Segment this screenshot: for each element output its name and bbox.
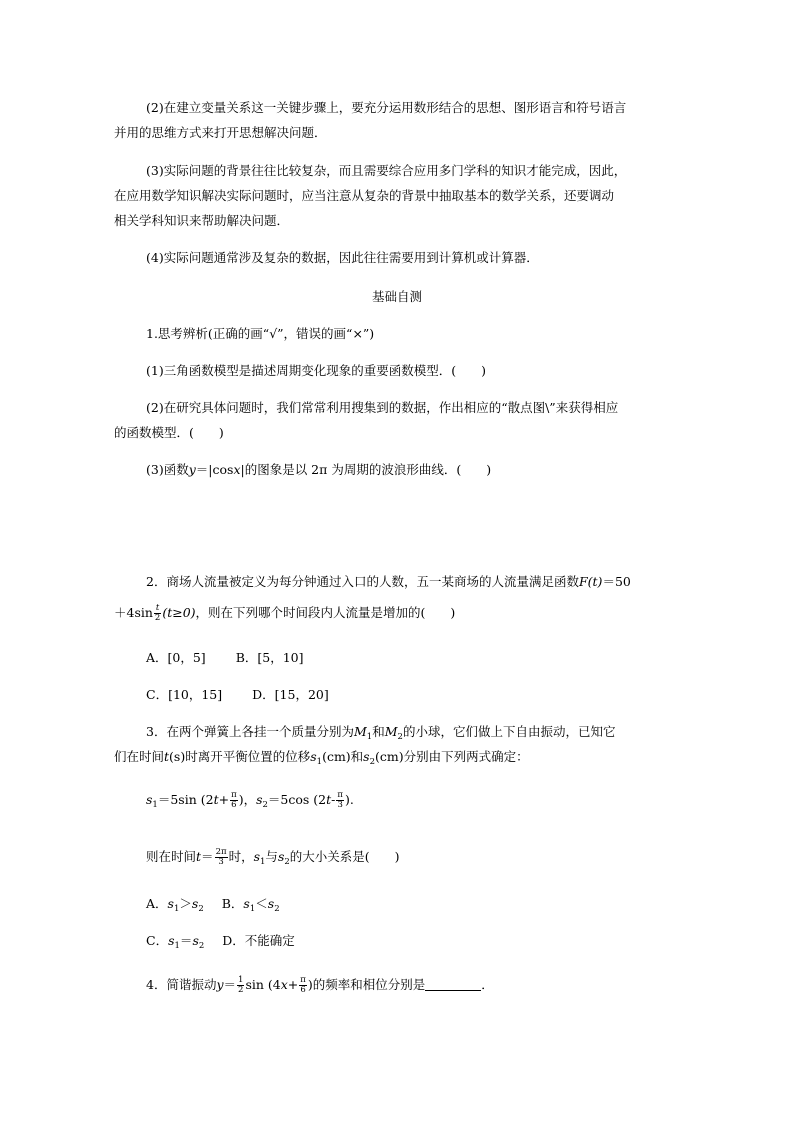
paragraph-4-line-1: (4)实际问题通常涉及复杂的数据，因此往往需要用到计算机或计算器．	[146, 250, 539, 265]
q2-fraction: $\frac{t}{2}$	[154, 603, 161, 623]
q2-option-a: A．[0，5]	[146, 650, 206, 665]
paragraph-3-line-2: 在应用数学知识解决实际问题时，应当注意从复杂的背景中抽取基本的数学关系，还要调动	[114, 188, 615, 203]
q3-fraction-pi-6: $\frac{\pi}{6}$	[231, 790, 237, 810]
q3-options-row-1	[146, 894, 280, 914]
q3-options-row-2	[146, 931, 295, 951]
q3-formulas: $s_1=5\sin$ (2t+ $\frac{\pi}{6}$ )，$s_2=5\cos$ (2t- $\frac{\pi}{3}$ ).	[146, 790, 354, 810]
q2-option-b: B．[5，10]	[235, 650, 304, 665]
q3-option-a: A．$s_1>s_2$	[146, 896, 204, 914]
paragraph-3-line-3: 相关学科知识来帮助解决问题．	[114, 213, 290, 228]
q2-option-c: C．[10，15]	[146, 687, 223, 702]
q4-fraction-pi-6: $\frac{\pi}{6}$	[300, 975, 306, 995]
paragraph-3-line-1: (3)实际问题的背景往往比较复杂，而且需要综合应用多门学科的知识才能完成，因此，	[146, 163, 627, 178]
paragraph-2-line-2: 并用的思维方式来打开思想解决问题．	[114, 125, 327, 140]
q1-statement-1: (1)三角函数模型是描述周期变化现象的重要函数模型．( )	[146, 363, 486, 378]
q3-option-d: D．不能确定	[222, 933, 295, 948]
q1-statement-2-line-1: (2)在研究具体问题时，我们常常利用搜集到的数据，作出相应的“散点图\”来获得相应	[146, 400, 619, 415]
answer-blank[interactable]	[425, 976, 481, 991]
section-title: 基础自测	[371, 289, 422, 304]
q3-option-b: B．$s_1<s_2$	[221, 896, 280, 914]
q3-stem-line-1: 3．在两个弹簧上各挂一个质量分别为$M_1$和$M_2$的小球，它们做上下自由振动，已知它	[146, 724, 616, 742]
q2-option-d: D．[15，20]	[252, 687, 329, 702]
q2-options-row-1	[146, 648, 304, 668]
q2-stem-line-2: ＋4sin $\frac{t}{2}$ (t≥0)，则在下列哪个时间段内人流量是增加的( )	[114, 603, 456, 623]
q4-fraction-half: $\frac{1}{2}$	[238, 975, 244, 995]
q3-question: 则在时间t＝ $\frac{2\pi}{3}$ 时，$s_1$与$s_2$的大小关系是( )	[146, 847, 400, 867]
q1-statement-2-line-2: 的函数模型．( )	[114, 425, 224, 440]
q1-heading: 1.思考辨析(正确的画“√”，错误的画“×”)	[146, 326, 375, 341]
q3-fraction-pi-3: $\frac{\pi}{3}$	[337, 790, 343, 810]
q2-options-row-2	[146, 685, 329, 705]
q2-stem-line-1: 2．商场人流量被定义为每分钟通过入口的人数，五一某商场的人流量满足函数F(t)＝50	[146, 574, 631, 589]
paragraph-2-line-1: (2)在建立变量关系这一关键步骤上，要充分运用数形结合的思想、图形语言和符号语言	[146, 100, 627, 115]
q1-statement-3: (3)函数y＝|cosx|的图象是以 2π 为周期的波浪形曲线．( )	[146, 462, 492, 477]
q4-stem: 4．简谐振动y＝ $\frac{1}{2}$ sin (4x+ $\frac{\pi}{6}$ )的频率和相位分别是 ．	[146, 975, 494, 995]
q3-fraction-2pi-3: $\frac{2\pi}{3}$	[215, 847, 227, 867]
q3-stem-line-2: 们在时间t(s)时离开平衡位置的位移$s_1(cm)$和$s_2(cm)$分别由下列两式确定：	[114, 749, 529, 767]
q3-option-c: C．$s_1=s_2$	[146, 933, 205, 951]
